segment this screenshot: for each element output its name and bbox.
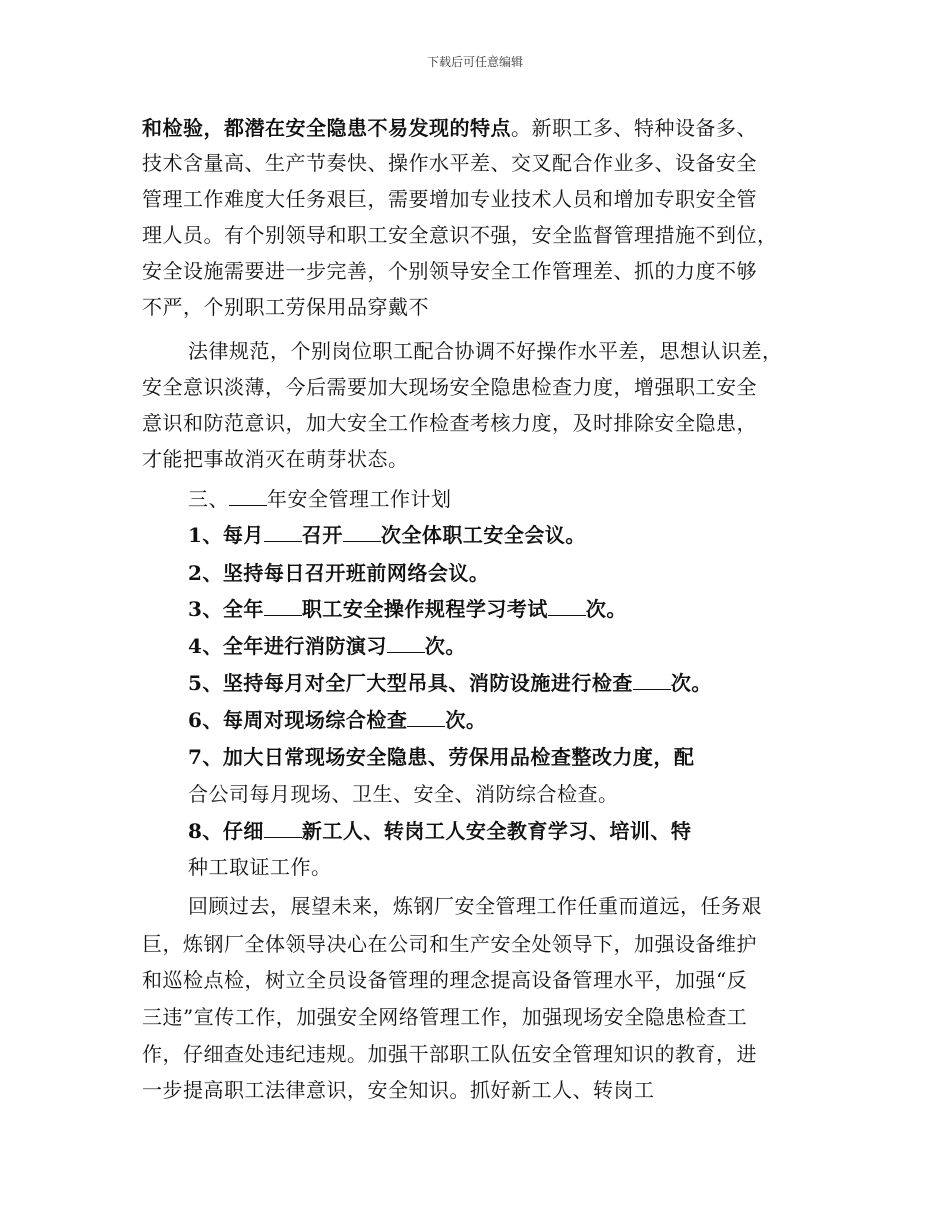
p1-rest: 。新职工多、特种设备多、 (511, 116, 757, 140)
blank-underline (548, 597, 586, 616)
plan-item-6: 6、每周对现场综合检查 次。 (188, 708, 487, 732)
blank-underline (264, 819, 302, 838)
blank-underline (264, 523, 302, 542)
p3-line-4: 三违”宣传工作，加强安全网络管理工作，加强现场安全隐患检查工 (142, 1005, 748, 1029)
p3-line-2: 巨，炼钢厂全体领导决心在公司和生产安全处领导下，加强设备维护 (142, 932, 757, 956)
blank-underline (229, 487, 267, 506)
p2-line-1: 法律规范，个别岗位职工配合协调不好操作水平差，思想认识差， (188, 339, 783, 363)
p3-line-5: 作，仔细查处违纪违规。加强干部职工队伍安全管理知识的教育，进 (142, 1042, 757, 1066)
plan-item-7: 7、加大日常现场安全隐患、劳保用品检查整改力度，配 (188, 745, 695, 769)
p1-line-2: 技术含量高、生产节奏快、操作水平差、交叉配合作业多、设备安全 (142, 151, 757, 175)
p1-bold-lead: 和检验，都潜在安全隐患不易发现的特点 (142, 116, 511, 140)
plan-item-7-continued: 合公司每月现场、卫生、安全、消防综合检查。 (188, 782, 619, 806)
plan-item-3: 3、全年 职工安全操作规程学习考试 次。 (188, 597, 627, 621)
p1-line-3: 管理工作难度大任务艰巨，需要增加专业技术人员和增加专职安全管 (142, 187, 757, 211)
p1-line-5: 安全设施需要进一步完善，个别领导安全工作管理差、抓的力度不够 (142, 259, 757, 283)
blank-underline (343, 523, 381, 542)
p3-line-3: 和巡检点检，树立全员设备管理的理念提高设备管理水平，加强“反 (142, 968, 748, 992)
p2-line-2: 安全意识淡薄，今后需要加大现场安全隐患检查力度，增强职工安全 (142, 375, 757, 399)
p2-line-4: 才能把事故消灭在萌芽状态。 (142, 447, 409, 471)
p2-line-3: 意识和防范意识，加大安全工作检查考核力度，及时排除安全隐患， (142, 411, 757, 435)
blank-underline (264, 597, 302, 616)
p1-line-6: 不严，个别职工劳保用品穿戴不 (142, 295, 429, 319)
blank-underline (407, 708, 445, 727)
page-header: 下载后可任意编辑 (426, 55, 523, 69)
plan-item-5: 5、坚持每月对全厂大型吊具、消防设施进行检查 次。 (188, 671, 712, 695)
p3-line-1: 回顾过去，展望未来，炼钢厂安全管理工作任重而道远，任务艰 (188, 894, 762, 918)
plan-item-1: 1、每月 召开 次全体职工安全会议。 (188, 523, 586, 547)
blank-underline (387, 634, 425, 653)
section-heading: 三、 年安全管理工作计划 (188, 487, 452, 511)
plan-item-4: 4、全年进行消防演习 次。 (188, 634, 466, 658)
plan-item-8: 8、仔细 新工人、转岗工人安全教育学习、培训、特 (188, 819, 692, 843)
p1-line-1 (142, 114, 757, 142)
blank-underline (633, 671, 671, 690)
p3-line-6: 一步提高职工法律意识，安全知识。抓好新工人、转岗工 (142, 1078, 655, 1102)
p1-line-4: 理人员。有个别领导和职工安全意识不强，安全监督管理措施不到位， (142, 223, 778, 247)
plan-item-2: 2、坚持每日召开班前网络会议。 (188, 561, 490, 585)
plan-item-8-continued: 种工取证工作。 (188, 855, 332, 879)
